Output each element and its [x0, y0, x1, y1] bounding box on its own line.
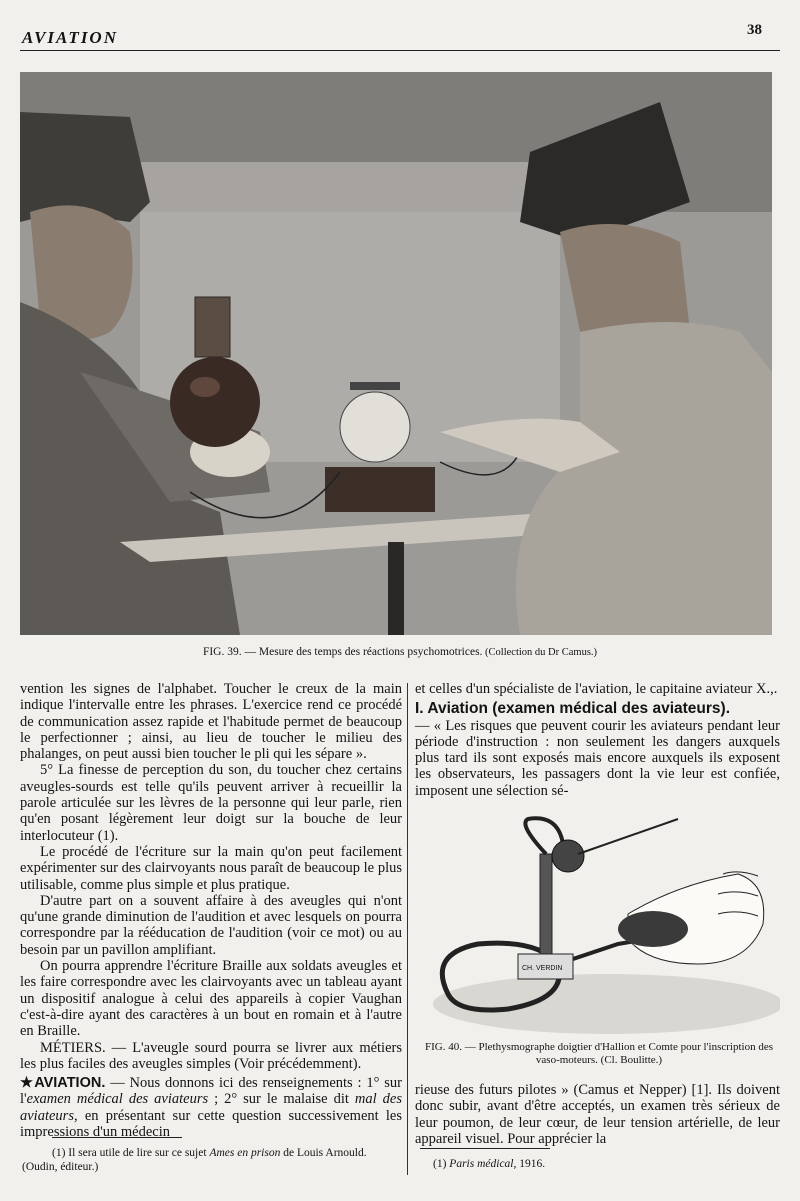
right-paragraph-1: et celles d'un spécialiste de l'aviation, le capitaine aviateur X.,.: [415, 681, 778, 697]
maker-label: CH. VERDIN: [522, 965, 563, 972]
right-column-lower: [415, 1082, 780, 1147]
aviation-text-a: — Nous donnons ici des renseignements : 1° sur l': [20, 1075, 402, 1108]
aviation-text-b: ; 2° sur le malaise dit: [208, 1091, 355, 1108]
aviation-text-em2: mal des aviateurs: [20, 1091, 402, 1124]
left-paragraph-7: [20, 1075, 402, 1140]
figure-40-credit: (Cl. Boulitte.): [597, 1054, 663, 1066]
left-paragraph-2: 5° La finesse de perception du son, du toucher chez certains aveugles-sourds est telle qu'ils peuvent arriver à recueillir la parole articulée sur les lèvres de la personne qui leur parle, rien qu'en posant légèrement leur doigt sur la bouche de leur interlocuteur (1).: [20, 762, 402, 844]
right-column: [415, 681, 780, 799]
left-footnote-b: de Louis Arnould. (Oudin, éditeur.): [22, 1147, 367, 1173]
right-footnote: [433, 1157, 773, 1171]
figure-39-label: FIG. 39.: [202, 646, 242, 658]
left-paragraph-5: On pourra apprendre l'écriture Braille aux soldats aveugles et les faire correspondre avec les clairvoyants avec un tableau ayant un dispositif analogue à celui des appareils à copier Vaughan c'est-à-dire ayant des caractères à un bout en romain et à l'autre en Braille.: [20, 958, 402, 1040]
aviation-text-em1: examen médical des aviateurs: [26, 1091, 209, 1108]
left-footnote-rule: [52, 1137, 182, 1138]
aviation-text-c: , en présentant sur cette question successivement les impressions d'un médecin: [20, 1107, 402, 1141]
header-title: AVIATION: [22, 28, 118, 47]
left-paragraph-4: D'autre part on a souvent affaire à des aveugles qui n'ont qu'une grande diminution de l'audition et avec lesquels on pourra correspondre par la rééducation de l'audition (voir ce mot) ou au besoin par un pavillon amplifiant.: [20, 892, 402, 958]
right-paragraph-2: — « Les risques que peuvent courir les aviateurs pendant leur période d'instruction : non seulement les dangers auxquels plus tard ils sont exposés mais encore auxquels ils exposent les observateurs, les passagers dont la vie leur est confiée, imposent une sélection sé-: [415, 717, 780, 799]
right-footnote-rule: [420, 1148, 550, 1149]
metiers-heading: MÉTIERS.: [40, 1039, 106, 1056]
right-footnote-em: Paris médical: [449, 1158, 514, 1170]
figure-39-caption-text: — Mesure des temps des réactions psychomotrices.: [241, 646, 483, 658]
left-footnote-em: Ames en prison: [209, 1147, 281, 1159]
column-divider: [407, 683, 408, 1175]
left-paragraph-6: [20, 1040, 402, 1073]
right-footnote-b: , 1916.: [513, 1158, 546, 1170]
left-paragraph-1: vention les signes de l'alphabet. Toucher le creux de la main indique l'intervalle entre les phrases. L'exercice rend ce procédé de communication assez rapide et l'habitude permet de beaucoup le perfectionner ; ainsi, au lieu de toucher le milieu des phalanges, on peut aussi bien toucher le pli qui les sépare ».: [20, 681, 402, 763]
section-title: I. Aviation (examen médical des aviateurs).: [415, 700, 731, 718]
left-paragraph-3: Le procédé de l'écriture sur la main qu'on peut facilement expérimenter sur des clairvoyants nous paraît de beaucoup le plus utilisable, comme plus simple et plus pratique.: [20, 843, 402, 893]
aviation-heading: ★AVIATION.: [20, 1075, 106, 1092]
figure-39-caption: [0, 646, 800, 658]
left-footnote-a: (1) Il sera utile de lire sur ce sujet: [52, 1147, 210, 1159]
page-number: 38: [747, 22, 762, 38]
left-column: [20, 681, 402, 1140]
figure-40-caption-text: — Plethysmographe doigtier d'Hallion et Comte pour l'inscription des vaso-moteurs.: [461, 1041, 773, 1066]
figure-39-credit: (Collection du Dr Camus.): [482, 647, 598, 658]
figure-39-illustration: [20, 72, 772, 635]
figure-40-illustration: [418, 814, 780, 1038]
right-footnote-a: (1): [433, 1158, 450, 1170]
figure-40-label: FIG. 40.: [425, 1041, 462, 1053]
header-rule: [20, 50, 780, 51]
right-paragraph-3: rieuse des futurs pilotes » (Camus et Nepper) [1]. Ils doivent donc subir, avant d'être acceptés, un examen très sérieux de leur poumon, de leur cœur, de leur tension artérielle, de leur appareil visuel. Pour apprécier la: [415, 1082, 780, 1147]
figure-40-caption: [418, 1041, 780, 1067]
metiers-text: — L'aveugle sourd pourra se livrer aux métiers les plus faciles des aveugles simples (Voir précédemment).: [20, 1039, 402, 1072]
figure-39-photo: [20, 72, 772, 635]
plethysmograph-drawing: [418, 814, 780, 1038]
left-footnote: [22, 1146, 402, 1174]
